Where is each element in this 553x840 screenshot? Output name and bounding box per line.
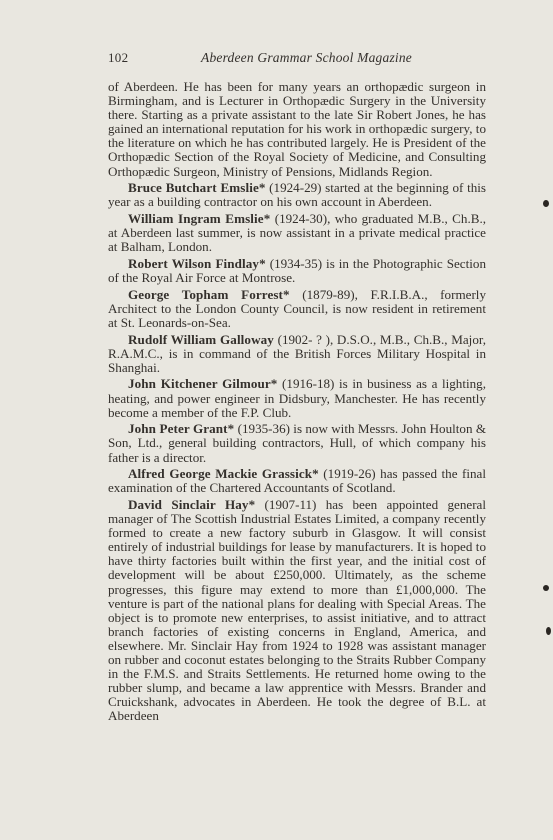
page-number: 102 — [108, 50, 129, 65]
paragraph-continuation — [108, 80, 486, 179]
entry-paragraph — [108, 257, 486, 285]
entry-text: (1902- ? ), D.S.O., M.B., Ch.B., Major, R.A.M.C., is in command of the British Forces Military Hospital in Shanghai. — [108, 331, 486, 375]
entry-paragraph — [108, 212, 486, 254]
entry-text: (1935-36) is now with Messrs. John Houlton & Son, Ltd., general building contractors, Hull, of which company his father is a director. — [108, 421, 486, 465]
entry-paragraph — [108, 467, 486, 495]
entry-text: (1919-26) has passed the final examination of the Chartered Accountants of Scotland. — [108, 466, 486, 496]
running-title: Aberdeen Grammar School Magazine — [201, 50, 412, 65]
entry-text: (1916-18) is in business as a lighting, heating, and power engineer in Didsbury, Manchester. He has recently become a member of the F.P. Club. — [108, 376, 486, 420]
page-header — [108, 50, 488, 70]
person-name: John Peter Grant* — [128, 421, 235, 437]
entry-text: (1924-29) started at the beginning of this year as a building contractor on his own account in Aberdeen. — [108, 180, 486, 210]
entry-paragraph — [108, 333, 486, 375]
entry-paragraph — [108, 498, 486, 724]
entry-text: (1924-30), who graduated M.B., Ch.B., at Aberdeen last summer, is now assistant in a private medical practice at Balham, London. — [108, 211, 486, 255]
entry-text: (1879-89), F.R.I.B.A., formerly Architect to the London County Council, is now resident in retirement at St. Leonards-on-Sea. — [108, 286, 486, 330]
entry-text: (1934-35) is in the Photographic Section of the Royal Air Force at Montrose. — [108, 255, 486, 285]
ink-blot-mark — [543, 200, 549, 207]
ink-blot-mark — [546, 627, 551, 635]
entry-paragraph — [108, 181, 486, 209]
person-name: John Kitchener Gilmour* — [128, 376, 278, 392]
person-name: Rudolf William Galloway — [128, 331, 274, 347]
article-body — [108, 80, 486, 726]
person-name: Alfred George Mackie Grassick* — [128, 466, 319, 482]
person-name: David Sinclair Hay* — [128, 496, 256, 512]
person-name: Bruce Butchart Emslie* — [128, 180, 266, 196]
entry-text: (1907-11) has been appointed general manager of The Scottish Industrial Estates Limited, a company recently formed to create a new factory suburb in Glasgow. It will consist entirely of industrial buildings for lease by manufacturers. It is hoped to have thirty factories built within the first year, and the initial cost of development will be about £250,000. Ultimately, as the scheme progresses, this figure may extend to more than £1,000,000. The venture is part of the national plans for dealing with Special Areas. The object is to promote new enterprises, to assist initiative, and to attract branch factories of existing concerns in England, America, and elsewhere. Mr. Sinclair Hay from 1924 to 1928 was assistant manager on rubber and coconut estates belonging to the Straits Rubber Company in the F.M.S. and Straits Settlements. He returned home owing to the rubber slump, and became a law apprentice with Messrs. Brander and Cruickshank, advocates in Aberdeen. He took the degree of B.L. at Aberdeen — [108, 496, 486, 724]
paragraph-text: of Aberdeen. He has been for many years an orthopædic surgeon in Birmingham, and is Lecturer in Orthopædic Surgery in the University there. Starting as a private assistant to the late Sir Robert Jones, he has gained an international reputation for his work in orthopædic surgery, to the literature on which he has contributed largely. He is President of the Orthopædic Section of the Royal Society of Medicine, and Consulting Orthopædic Surgeon, Ministry of Pensions, Midlands Region. — [108, 79, 486, 179]
entry-paragraph — [108, 288, 486, 330]
person-name: William Ingram Emslie* — [128, 211, 271, 227]
ink-blot-mark — [543, 585, 549, 591]
person-name: Robert Wilson Findlay* — [128, 255, 266, 271]
entry-paragraph — [108, 422, 486, 464]
person-name: George Topham Forrest* — [128, 286, 290, 302]
entry-paragraph — [108, 377, 486, 419]
